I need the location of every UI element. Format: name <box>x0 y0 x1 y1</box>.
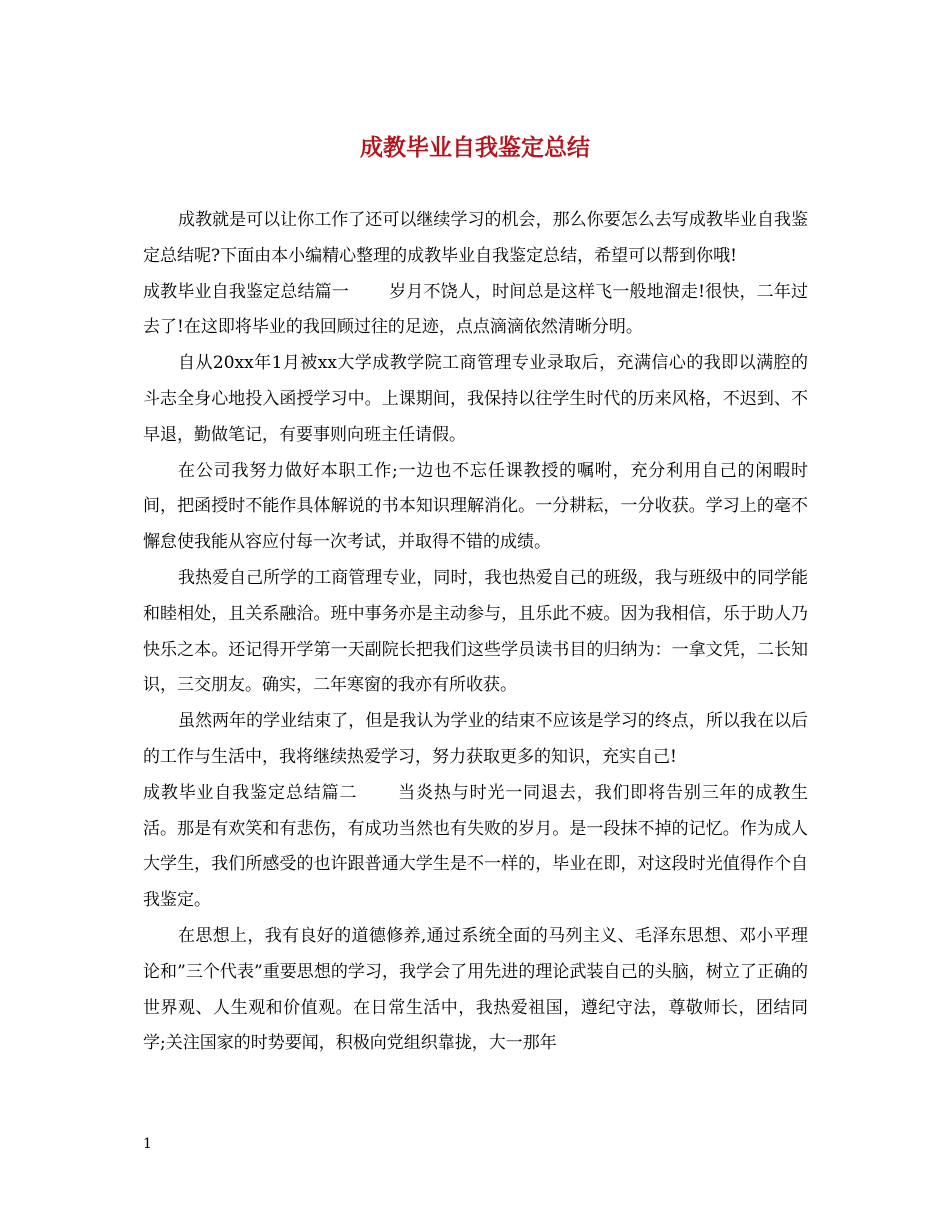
paragraph-text: 自从20xx年1月被xx大学成教学院工商管理专业录取后，充满信心的我即以满腔的斗志全身心地投入函授学习中。上课期间，我保持以往学生时代的历来风格，不迟到、不早退，勤做笔记，有要事则向班主任请假。 <box>143 353 808 445</box>
paragraph-text: 在公司我努力做好本职工作;一边也不忘任课教授的嘱咐，充分利用自己的闲暇时间，把函授时不能作具体解说的书本知识理解消化。一分耕耘，一分收获。学习上的毫不懈怠使我能从容应付每一次考试，并取得不错的成绩。 <box>143 460 808 553</box>
page-number: 1 <box>143 1136 152 1152</box>
paragraph <box>143 704 808 776</box>
paragraph-text: 当炎热与时光一同退去，我们即将告别三年的成教生活。那是有欢笑和有悲伤，有成功当然也有失败的岁月。是一段抹不掉的记忆。作为成人大学生，我们所感受的也许跟普通大学生是不一样的，毕业在即，对这段时光值得作个自我鉴定。 <box>143 782 809 911</box>
paragraph-section-two <box>143 776 808 919</box>
paragraph-intro <box>143 203 808 275</box>
paragraph-text: 成教就是可以让你工作了还可以继续学习的机会，那么你要怎么去写成教毕业自我鉴定总结呢?下面由本小编精心整理的成教毕业自我鉴定总结，希望可以帮到你哦! <box>143 210 808 266</box>
paragraph-text: 我热爱自己所学的工商管理专业，同时，我也热爱自己的班级，我与班级中的同学能和睦相处，且关系融洽。班中事务亦是主动参与，且乐此不疲。因为我相信，乐于助人乃快乐之本。还记得开学第一天副院长把我们这些学员读书目的归纳为：一拿文凭，二长知识，三交朋友。确实，二年寒窗的我亦有所收获。 <box>143 567 808 696</box>
paragraph <box>143 919 808 1062</box>
paragraph-text: 虽然两年的学业结束了，但是我认为学业的结束不应该是学习的终点，所以我在以后的工作与生活中，我将继续热爱学习，努力获取更多的知识，充实自己! <box>143 711 808 767</box>
paragraph <box>143 454 808 561</box>
document-title: 成教毕业自我鉴定总结 <box>360 134 590 161</box>
section-heading: 成教毕业自我鉴定总结篇一 <box>143 281 349 302</box>
section-heading: 成教毕业自我鉴定总结篇二 <box>143 782 358 803</box>
paragraph-section-one <box>143 275 808 347</box>
paragraph <box>143 346 808 453</box>
document-body <box>143 203 808 1062</box>
paragraph-text: 在思想上，我有良好的道德修养,通过系统全面的马列主义、毛泽东思想、邓小平理论和”三个代表”重要思想的学习，我学会了用先进的理论武装自己的头脑，树立了正确的世界观、人生观和价值观。在日常生活中，我热爱祖国，遵纪守法，尊敬师长，团结同学;关注国家的时势要闻，积极向党组织靠拢，大一那年 <box>143 925 808 1054</box>
paragraph <box>143 561 808 704</box>
paragraph-text: 岁月不饶人，时间总是这样飞一般地溜走!很快，二年过去了!在这即将毕业的我回顾过往的足迹，点点滴滴依然清晰分明。 <box>143 281 808 338</box>
